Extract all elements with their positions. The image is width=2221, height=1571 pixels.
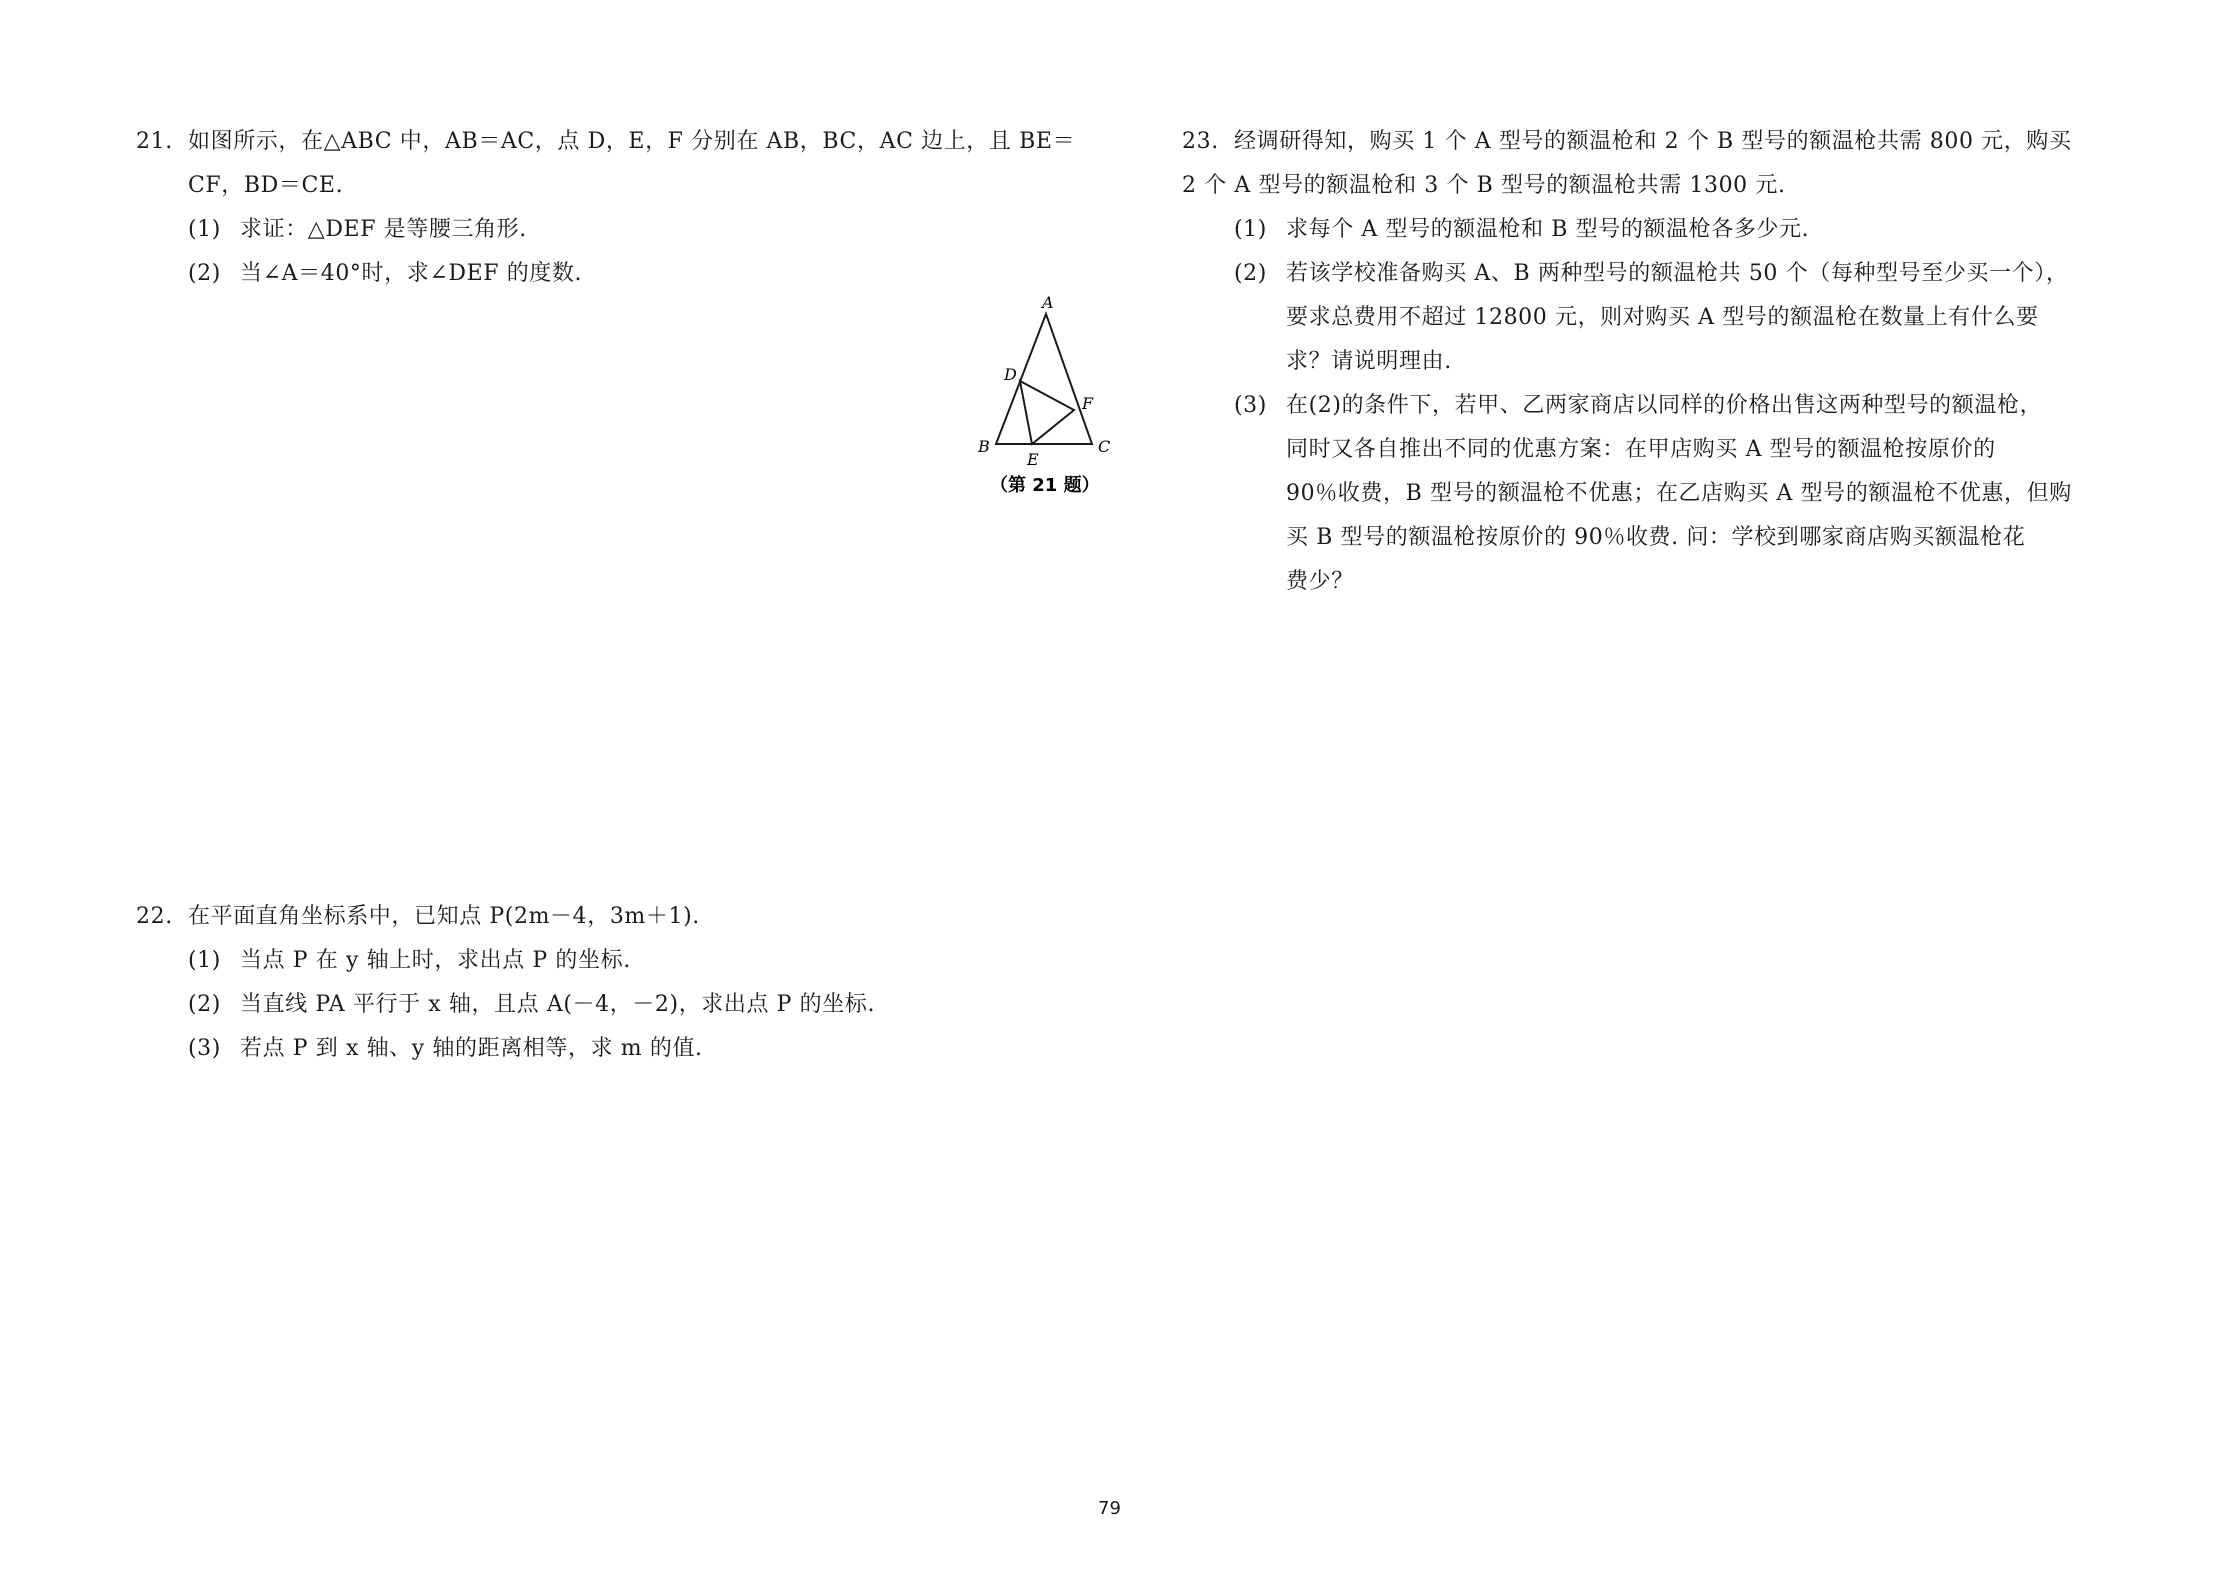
- problem-number: 21.: [136, 129, 173, 154]
- problem-number: 23.: [1182, 129, 1219, 154]
- sub-question-label: (1): [188, 217, 221, 242]
- problem-text-line: 在平面直角坐标系中，已知点 P(2m－4，3m＋1).: [188, 904, 700, 929]
- vertex-label-f: F: [1082, 394, 1094, 413]
- sub-question-label: (2): [1234, 261, 1267, 286]
- problem-number: 22.: [136, 904, 173, 929]
- sub-question-text: 求每个 A 型号的额温枪和 B 型号的额温枪各多少元.: [1286, 217, 1810, 242]
- sub-question-text: 要求总费用不超过 12800 元，则对购买 A 型号的额温枪在数量上有什么要: [1286, 305, 2039, 330]
- sub-question-label: (1): [1234, 217, 1267, 242]
- sub-question-text: 若点 P 到 x 轴、y 轴的距离相等，求 m 的值.: [240, 1036, 703, 1061]
- sub-question-label: (1): [188, 948, 221, 973]
- sub-question-text: 当点 P 在 y 轴上时，求出点 P 的坐标.: [240, 948, 631, 973]
- problem-text-line: 2 个 A 型号的额温枪和 3 个 B 型号的额温枪共需 1300 元.: [1182, 173, 1786, 198]
- vertex-label-b: B: [978, 437, 990, 456]
- sub-question-text: 求证：△DEF 是等腰三角形.: [240, 217, 527, 242]
- sub-question-label: (2): [188, 992, 221, 1017]
- problem-text-line: 经调研得知，购买 1 个 A 型号的额温枪和 2 个 B 型号的额温枪共需 800 元，购买: [1234, 129, 2072, 154]
- page-number: 79: [1098, 1498, 1121, 1519]
- problem-text-line: CF，BD＝CE.: [188, 173, 344, 198]
- sub-question-text: 在(2)的条件下，若甲、乙两家商店以同样的价格出售这两种型号的额温枪，: [1286, 393, 2043, 418]
- sub-question-text: 求？请说明理由.: [1286, 349, 1452, 374]
- sub-question-text: 90％收费，B 型号的额温枪不优惠；在乙店购买 A 型号的额温枪不优惠，但购: [1286, 481, 2072, 506]
- triangle-figure: [916, 293, 1216, 520]
- problem-text-line: 如图所示，在△ABC 中，AB＝AC，点 D，E，F 分别在 AB，BC，AC 边上，且 BE＝: [188, 129, 1076, 154]
- vertex-label-e: E: [1027, 450, 1039, 469]
- sub-question-text: 当∠A＝40°时，求∠DEF 的度数.: [240, 261, 583, 286]
- sub-question-text: 费少？: [1286, 569, 1354, 594]
- figure-caption: （第 21 题）: [990, 475, 1100, 496]
- triangle-diagram: [916, 293, 1216, 520]
- sub-question-label: (3): [1234, 393, 1267, 418]
- triangle-def: [1020, 381, 1074, 444]
- vertex-label-d: D: [1004, 365, 1017, 384]
- sub-question-text: 若该学校准备购买 A、B 两种型号的额温枪共 50 个（每种型号至少买一个），: [1286, 261, 2069, 286]
- sub-question-label: (2): [188, 261, 221, 286]
- sub-question-label: (3): [188, 1036, 221, 1061]
- vertex-label-a: A: [1042, 293, 1054, 312]
- sub-question-text: 同时又各自推出不同的优惠方案：在甲店购买 A 型号的额温枪按原价的: [1286, 437, 1996, 462]
- vertex-label-c: C: [1098, 437, 1111, 456]
- sub-question-text: 当直线 PA 平行于 x 轴，且点 A(－4，－2)，求出点 P 的坐标.: [240, 992, 876, 1017]
- sub-question-text: 买 B 型号的额温枪按原价的 90％收费. 问：学校到哪家商店购买额温枪花: [1286, 525, 2026, 550]
